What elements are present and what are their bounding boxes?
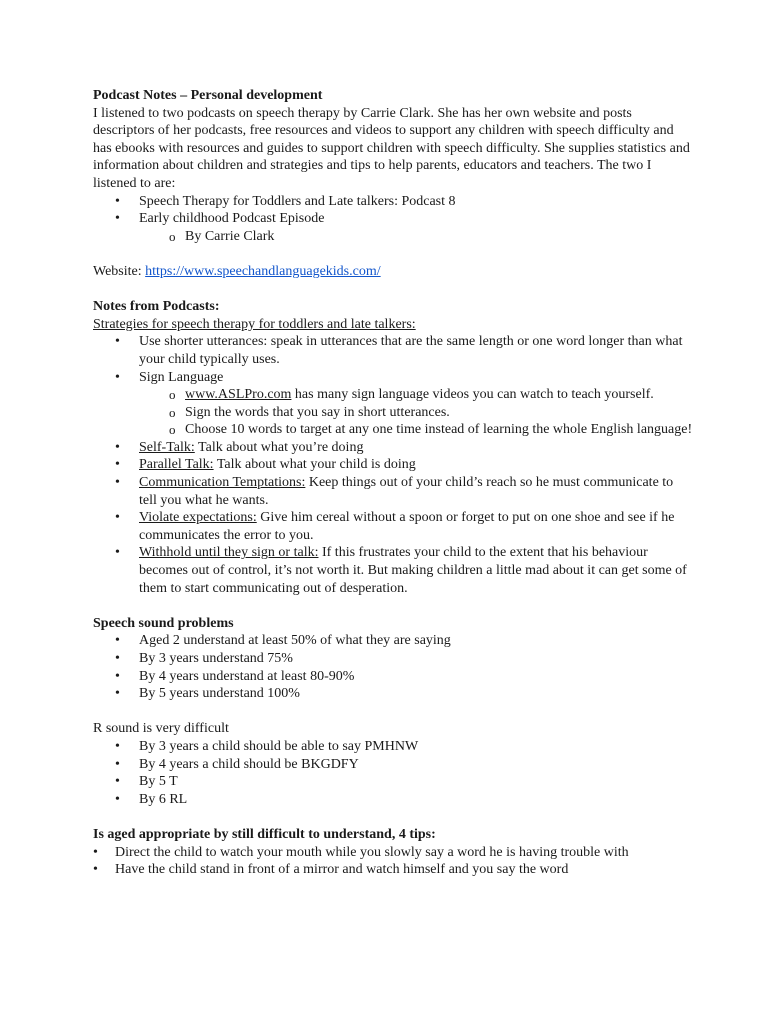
list-item: • By 4 years a child should be BKGDFY bbox=[93, 756, 693, 774]
website-link[interactable]: https://www.speechandlanguagekids.com/ bbox=[145, 263, 381, 279]
list-item: • Speech Therapy for Toddlers and Late talkers: Podcast 8 bbox=[93, 193, 693, 211]
r-sound-list bbox=[93, 738, 693, 808]
list-item: • By 3 years a child should be able to say PMHNW bbox=[93, 738, 693, 756]
list-item: • Communication Temptations: Keep things out of your child’s reach so he must communicate to tell you what he wants. bbox=[93, 474, 693, 509]
podcast-list bbox=[93, 193, 693, 246]
list-item: • Aged 2 understand at least 50% of what they are saying bbox=[93, 632, 693, 650]
tips-heading: Is aged appropriate by still difficult to understand, 4 tips: bbox=[93, 826, 436, 842]
list-item: • Parallel Talk: Talk about what your child is doing bbox=[93, 456, 693, 474]
intro-paragraph: I listened to two podcasts on speech therapy by Carrie Clark. She has her own website and posts descriptors of her podcasts, free resources and videos to support any children with speech difficulty and has ebooks with resources and guides to support children with speech difficulty. She supplies statistics and information about children and strategies and tips to help parents, educators and teachers. The two I listened to are: bbox=[93, 105, 690, 191]
list-item: • By 3 years understand 75% bbox=[93, 650, 693, 668]
strategies-heading: Strategies for speech therapy for toddlers and late talkers: bbox=[93, 316, 416, 332]
list-item: • Self-Talk: Talk about what you’re doing bbox=[93, 439, 693, 457]
list-item: o By Carrie Clark bbox=[93, 228, 693, 246]
list-item: • Early childhood Podcast Episode o By Carrie Clark bbox=[93, 210, 693, 245]
list-item: • By 5 years understand 100% bbox=[93, 685, 693, 703]
tips-list bbox=[93, 844, 693, 879]
podcast-sublist bbox=[139, 228, 693, 246]
list-item: • Withhold until they sign or talk: If this frustrates your child to the extent that his behaviour becomes out of control, it’s not worth it. But making children a little mad about it can get some of them to start communicating out of desperation. bbox=[93, 544, 693, 597]
website-label: Website: bbox=[93, 263, 146, 279]
website-line bbox=[93, 263, 693, 281]
document-body bbox=[93, 87, 693, 879]
strategies-list bbox=[93, 333, 693, 597]
list-item: • Sign Language o www.ASLPro.com has many sign language videos you can watch to teach yourself. o Sign the words that you say in short utterances. o Choose 10 words to target at any one time instead of learning the whole English language! bbox=[93, 369, 693, 439]
document-title: Podcast Notes – Personal development bbox=[93, 88, 323, 103]
list-item: • By 4 years understand at least 80-90% bbox=[93, 668, 693, 686]
r-sound-heading: R sound is very difficult bbox=[93, 721, 229, 737]
list-item: • By 5 T bbox=[93, 773, 693, 791]
list-item: o Sign the words that you say in short utterances. bbox=[93, 404, 693, 422]
speech-sound-list bbox=[93, 632, 693, 702]
list-item: • Direct the child to watch your mouth while you slowly say a word he is having trouble with bbox=[93, 844, 693, 862]
speech-sound-heading: Speech sound problems bbox=[93, 615, 234, 631]
aslpro-link[interactable]: www.ASLPro.com bbox=[185, 387, 292, 403]
list-item: o Choose 10 words to target at any one time instead of learning the whole English language! bbox=[93, 421, 693, 439]
list-item: • Have the child stand in front of a mirror and watch himself and you say the word bbox=[93, 861, 693, 879]
sign-language-sublist bbox=[139, 386, 693, 439]
list-item: • Use shorter utterances: speak in utterances that are the same length or one word longer than what your child typically uses. bbox=[93, 333, 693, 368]
list-item: • By 6 RL bbox=[93, 791, 693, 809]
list-item: o www.ASLPro.com has many sign language videos you can watch to teach yourself. bbox=[93, 386, 693, 404]
list-item: • Violate expectations: Give him cereal without a spoon or forget to put on one shoe and see if he communicates the error to you. bbox=[93, 509, 693, 544]
notes-heading: Notes from Podcasts: bbox=[93, 299, 220, 315]
